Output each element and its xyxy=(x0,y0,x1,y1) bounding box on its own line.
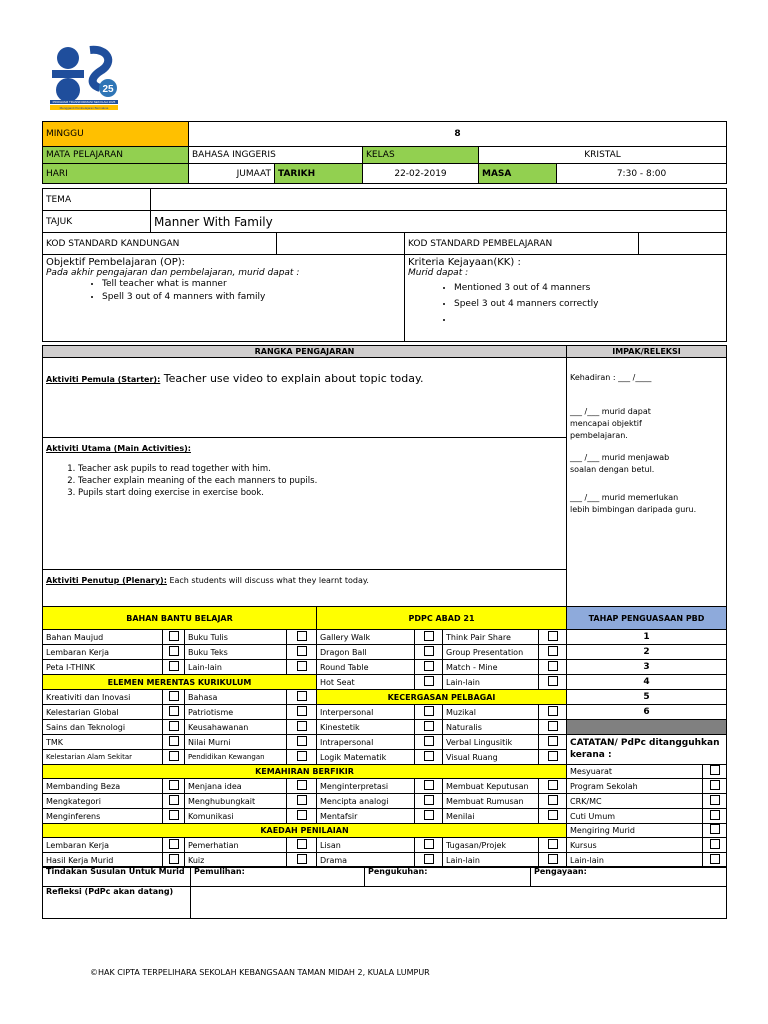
option-label: Lembaran Kerja xyxy=(43,645,163,660)
checkbox[interactable] xyxy=(415,630,443,645)
svg-text:Menggamit Pembelajaran Bermakn: Menggamit Pembelajaran Bermakna xyxy=(59,106,109,110)
option-label: Muzikal xyxy=(443,705,539,720)
option-label: Kuiz xyxy=(185,853,287,868)
bahan-header: BAHAN BANTU BELAJAR xyxy=(43,607,317,630)
checkbox[interactable] xyxy=(287,794,317,809)
tindakan-table xyxy=(42,866,727,919)
checkbox[interactable] xyxy=(703,765,727,779)
option-label: Tugasan/Projek xyxy=(443,838,539,853)
kriteria-intro: Murid dapat : xyxy=(408,268,469,278)
kehadiran-line: Kehadiran : ___ /____ xyxy=(570,373,652,382)
tajuk-label: TAJUK xyxy=(43,211,151,233)
option-label: Interpersonal xyxy=(317,705,415,720)
main-item: 1. Teacher ask pupils to read together with him. xyxy=(78,463,563,475)
option-label: Hot Seat xyxy=(317,675,415,690)
option-label: Komunikasi xyxy=(185,809,287,824)
checkbox[interactable] xyxy=(163,660,185,675)
pdpc-header: PDPC ABAD 21 xyxy=(317,607,567,630)
kod-kandungan-label: KOD STANDARD KANDUNGAN xyxy=(43,233,277,255)
catatan-item: Kursus xyxy=(567,838,703,853)
catatan-item: Cuti Umum xyxy=(567,809,703,824)
checkbox[interactable] xyxy=(287,809,317,824)
checkbox[interactable] xyxy=(539,750,567,765)
option-label: Gallery Walk xyxy=(317,630,415,645)
tema-value xyxy=(151,189,727,211)
option-label: Drama xyxy=(317,853,415,868)
minggu-label: MINGGU xyxy=(43,122,189,147)
tahap-header: TAHAP PENGUASAAN PBD xyxy=(567,607,727,630)
mata-value: BAHASA INGGERIS xyxy=(189,147,363,164)
tahap-level[interactable]: 4 xyxy=(567,675,727,690)
checkbox[interactable] xyxy=(703,809,727,824)
minggu-value: 8 xyxy=(189,122,727,147)
option-label: Peta I-THINK xyxy=(43,660,163,675)
kelas-value: KRISTAL xyxy=(479,147,727,164)
kriteria-item: • Speel 3 out 4 manners correctly xyxy=(454,296,723,312)
tahap-level[interactable]: 6 xyxy=(567,705,727,720)
option-label: Kelestarian Alam Sekitar xyxy=(43,750,163,765)
tarikh-value: 22-02-2019 xyxy=(363,164,479,184)
checkbox[interactable] xyxy=(163,750,185,765)
impak-line: ___ /___ murid memerlukan xyxy=(570,493,679,502)
option-label: Pemerhatian xyxy=(185,838,287,853)
option-label: Menilai xyxy=(443,809,539,824)
tahap-level[interactable]: 3 xyxy=(567,660,727,675)
checkbox[interactable] xyxy=(415,720,443,735)
checkbox[interactable] xyxy=(539,838,567,853)
impak-cell xyxy=(567,358,727,608)
option-label: Kreativiti dan Inovasi xyxy=(43,690,163,705)
option-label: Buku Teks xyxy=(185,645,287,660)
lesson-info-table xyxy=(42,188,727,342)
checkbox[interactable] xyxy=(415,838,443,853)
rangka-header: RANGKA PENGAJARAN xyxy=(43,346,567,358)
option-label: Mengkategori xyxy=(43,794,163,809)
checkbox[interactable] xyxy=(539,809,567,824)
option-label: Mentafsir xyxy=(317,809,415,824)
checkbox[interactable] xyxy=(415,735,443,750)
option-label: Lain-lain xyxy=(185,660,287,675)
checkbox[interactable] xyxy=(287,645,317,660)
kemahiran-header: KEMAHIRAN BERFIKIR xyxy=(43,765,567,779)
refleksi-field[interactable] xyxy=(191,887,727,919)
objektif-item: • Spell 3 out of 4 manners with family xyxy=(102,291,401,304)
tahap-level[interactable]: 2 xyxy=(567,645,727,660)
checkbox[interactable] xyxy=(287,838,317,853)
checkbox[interactable] xyxy=(163,630,185,645)
kriteria-item xyxy=(454,312,723,328)
kod-pembelajaran-value xyxy=(639,233,727,255)
option-label: Group Presentation xyxy=(443,645,539,660)
pemulihan-field[interactable]: Pemulihan: xyxy=(191,867,365,887)
option-label: Pendidikan Kewangan xyxy=(185,750,287,765)
option-label: Membuat Keputusan xyxy=(443,779,539,794)
main-item: 2. Teacher explain meaning of the each manners to pupils. xyxy=(78,475,563,487)
checkbox[interactable] xyxy=(287,705,317,720)
svg-text:25: 25 xyxy=(102,84,114,95)
objektif-item: • Tell teacher what is manner xyxy=(102,278,401,291)
checkbox[interactable] xyxy=(415,750,443,765)
checkbox[interactable] xyxy=(287,630,317,645)
checkbox[interactable] xyxy=(703,779,727,794)
impak-line: mencapai objektif xyxy=(570,419,642,428)
masa-value: 7:30 - 8:00 xyxy=(557,164,727,184)
checkbox[interactable] xyxy=(287,660,317,675)
checkbox[interactable] xyxy=(539,779,567,794)
catatan-item: Mesyuarat xyxy=(567,765,703,779)
checkbox[interactable] xyxy=(703,794,727,809)
option-label: Nilai Murni xyxy=(185,735,287,750)
checkbox[interactable] xyxy=(163,809,185,824)
option-label: Membanding Beza xyxy=(43,779,163,794)
option-label: Dragon Ball xyxy=(317,645,415,660)
option-label: Intrapersonal xyxy=(317,735,415,750)
option-label: Lain-lain xyxy=(443,675,539,690)
checkbox[interactable] xyxy=(287,720,317,735)
checkbox[interactable] xyxy=(163,705,185,720)
option-label: Keusahawanan xyxy=(185,720,287,735)
checkbox[interactable] xyxy=(539,794,567,809)
option-label: Membuat Rumusan xyxy=(443,794,539,809)
checkbox[interactable] xyxy=(703,838,727,853)
option-label: Verbal Lingusitik xyxy=(443,735,539,750)
hari-label: HARI xyxy=(43,164,189,184)
option-label: Naturalis xyxy=(443,720,539,735)
checkbox[interactable] xyxy=(287,779,317,794)
tarikh-label: TARIKH xyxy=(275,164,363,184)
impak-header: IMPAK/RELEKSI xyxy=(567,346,727,358)
tema-label: TEMA xyxy=(43,189,151,211)
option-label: Think Pair Share xyxy=(443,630,539,645)
catatan-item: Mengiring Murid xyxy=(567,824,703,838)
kriteria-item: • Mentioned 3 out of 4 manners xyxy=(454,280,723,296)
elemen-header: ELEMEN MERENTAS KURIKULUM xyxy=(43,675,317,690)
checkbox[interactable] xyxy=(539,705,567,720)
kelas-label: KELAS xyxy=(363,147,479,164)
main-item: 3. Pupils start doing exercise in exercise book. xyxy=(78,487,563,499)
starter-label: Aktiviti Pemula (Starter): xyxy=(46,375,161,384)
main-label: Aktiviti Utama (Main Activities): xyxy=(46,444,191,453)
option-label: Match - Mine xyxy=(443,660,539,675)
impak-line: pembelajaran. xyxy=(570,431,628,440)
option-label: Patriotisme xyxy=(185,705,287,720)
checkbox[interactable] xyxy=(163,838,185,853)
starter-cell xyxy=(43,358,567,438)
kecergasan-header: KECERGASAN PELBAGAI xyxy=(317,690,567,705)
checkbox[interactable] xyxy=(163,645,185,660)
kaedah-header: KAEDAH PENILAIAN xyxy=(43,824,567,838)
checkbox[interactable] xyxy=(539,660,567,675)
school-transformation-logo xyxy=(48,40,120,112)
header-table xyxy=(42,121,727,184)
option-label: Buku Tulis xyxy=(185,630,287,645)
option-label: Visual Ruang xyxy=(443,750,539,765)
kod-kandungan-value xyxy=(277,233,405,255)
option-label: Kinestetik xyxy=(317,720,415,735)
starter-text: Teacher use video to explain about topic today. xyxy=(160,372,424,385)
option-label: Hasil Kerja Murid xyxy=(43,853,163,868)
option-label: TMK xyxy=(43,735,163,750)
checkbox[interactable] xyxy=(287,750,317,765)
pengayaan-field[interactable]: Pengayaan: xyxy=(531,867,727,887)
tajuk-value: Manner With Family xyxy=(151,211,727,233)
option-label: Sains dan Teknologi xyxy=(43,720,163,735)
impak-line: ___ /___ murid dapat xyxy=(570,407,651,416)
masa-label: MASA xyxy=(479,164,557,184)
option-label: Menginferens xyxy=(43,809,163,824)
pengukuhan-field[interactable]: Pengukuhan: xyxy=(365,867,531,887)
checkbox[interactable] xyxy=(163,794,185,809)
catatan-item: CRK/MC xyxy=(567,794,703,809)
checkbox[interactable] xyxy=(287,735,317,750)
checklist-grid xyxy=(42,606,727,868)
checkbox[interactable] xyxy=(539,645,567,660)
option-label: Kelestarian Global xyxy=(43,705,163,720)
grey-divider xyxy=(567,720,727,735)
objektif-intro: Pada akhir pengajaran dan pembelajaran, murid dapat : xyxy=(46,268,300,278)
catatan-item: Lain-lain xyxy=(567,853,703,868)
tindakan-label: Tindakan Susulan Untuk Murid xyxy=(43,867,191,887)
objektif-title: Objektif Pembelajaran (OP): xyxy=(46,257,186,268)
tahap-level[interactable]: 1 xyxy=(567,630,727,645)
checkbox[interactable] xyxy=(539,720,567,735)
option-label: Lisan xyxy=(317,838,415,853)
checkbox[interactable] xyxy=(703,824,727,838)
copyright-footer: ©HAK CIPTA TERPELIHARA SEKOLAH KEBANGSAAN TAMAN MIDAH 2, KUALA LUMPUR xyxy=(90,968,430,977)
checkbox[interactable] xyxy=(539,630,567,645)
rangka-table xyxy=(42,345,727,608)
checkbox[interactable] xyxy=(539,735,567,750)
kriteria-cell xyxy=(405,255,727,342)
option-label: Lain-lain xyxy=(443,853,539,868)
checkbox[interactable] xyxy=(163,720,185,735)
option-label: Mencipta analogi xyxy=(317,794,415,809)
option-label: Menghubungkait xyxy=(185,794,287,809)
checkbox[interactable] xyxy=(415,779,443,794)
option-label: Bahasa xyxy=(185,690,287,705)
checkbox[interactable] xyxy=(163,779,185,794)
checkbox[interactable] xyxy=(415,809,443,824)
checkbox[interactable] xyxy=(415,645,443,660)
mata-label: MATA PELAJARAN xyxy=(43,147,189,164)
objektif-cell xyxy=(43,255,405,342)
plenary-cell xyxy=(43,570,567,608)
impak-line: soalan dengan betul. xyxy=(570,465,655,474)
plenary-text: Each students will discuss what they learnt today. xyxy=(166,576,369,585)
tahap-level[interactable]: 5 xyxy=(567,690,727,705)
option-label: Logik Matematik xyxy=(317,750,415,765)
checkbox[interactable] xyxy=(415,794,443,809)
checkbox[interactable] xyxy=(415,705,443,720)
svg-text:PROGRAM TRANSFORMASI SEKOLAH 2: PROGRAM TRANSFORMASI SEKOLAH 2025 xyxy=(52,100,116,104)
impak-line: ___ /___ murid menjawab xyxy=(570,453,670,462)
checkbox[interactable] xyxy=(415,675,443,690)
option-label: Lembaran Kerja xyxy=(43,838,163,853)
plenary-label: Aktiviti Penutup (Plenary): xyxy=(46,576,167,585)
option-label: Round Table xyxy=(317,660,415,675)
checkbox[interactable] xyxy=(163,735,185,750)
impak-line: lebih bimbingan daripada guru. xyxy=(570,505,697,514)
kriteria-title: Kriteria Kejayaan(KK) : xyxy=(408,257,521,268)
hari-value: JUMAAT xyxy=(189,164,275,184)
catatan-item: Program Sekolah xyxy=(567,779,703,794)
checkbox[interactable] xyxy=(163,690,185,705)
catatan-label: CATATAN/ PdPc ditangguhkan kerana : xyxy=(567,735,727,765)
checkbox[interactable] xyxy=(415,660,443,675)
option-label: Menjana idea xyxy=(185,779,287,794)
kod-pembelajaran-label: KOD STANDARD PEMBELAJARAN xyxy=(405,233,639,255)
checkbox[interactable] xyxy=(539,675,567,690)
option-label: Bahan Maujud xyxy=(43,630,163,645)
checkbox[interactable] xyxy=(287,690,317,705)
option-label: Menginterpretasi xyxy=(317,779,415,794)
main-activities-cell xyxy=(43,438,567,570)
refleksi-label: Refleksi (PdPc akan datang) xyxy=(43,887,191,919)
